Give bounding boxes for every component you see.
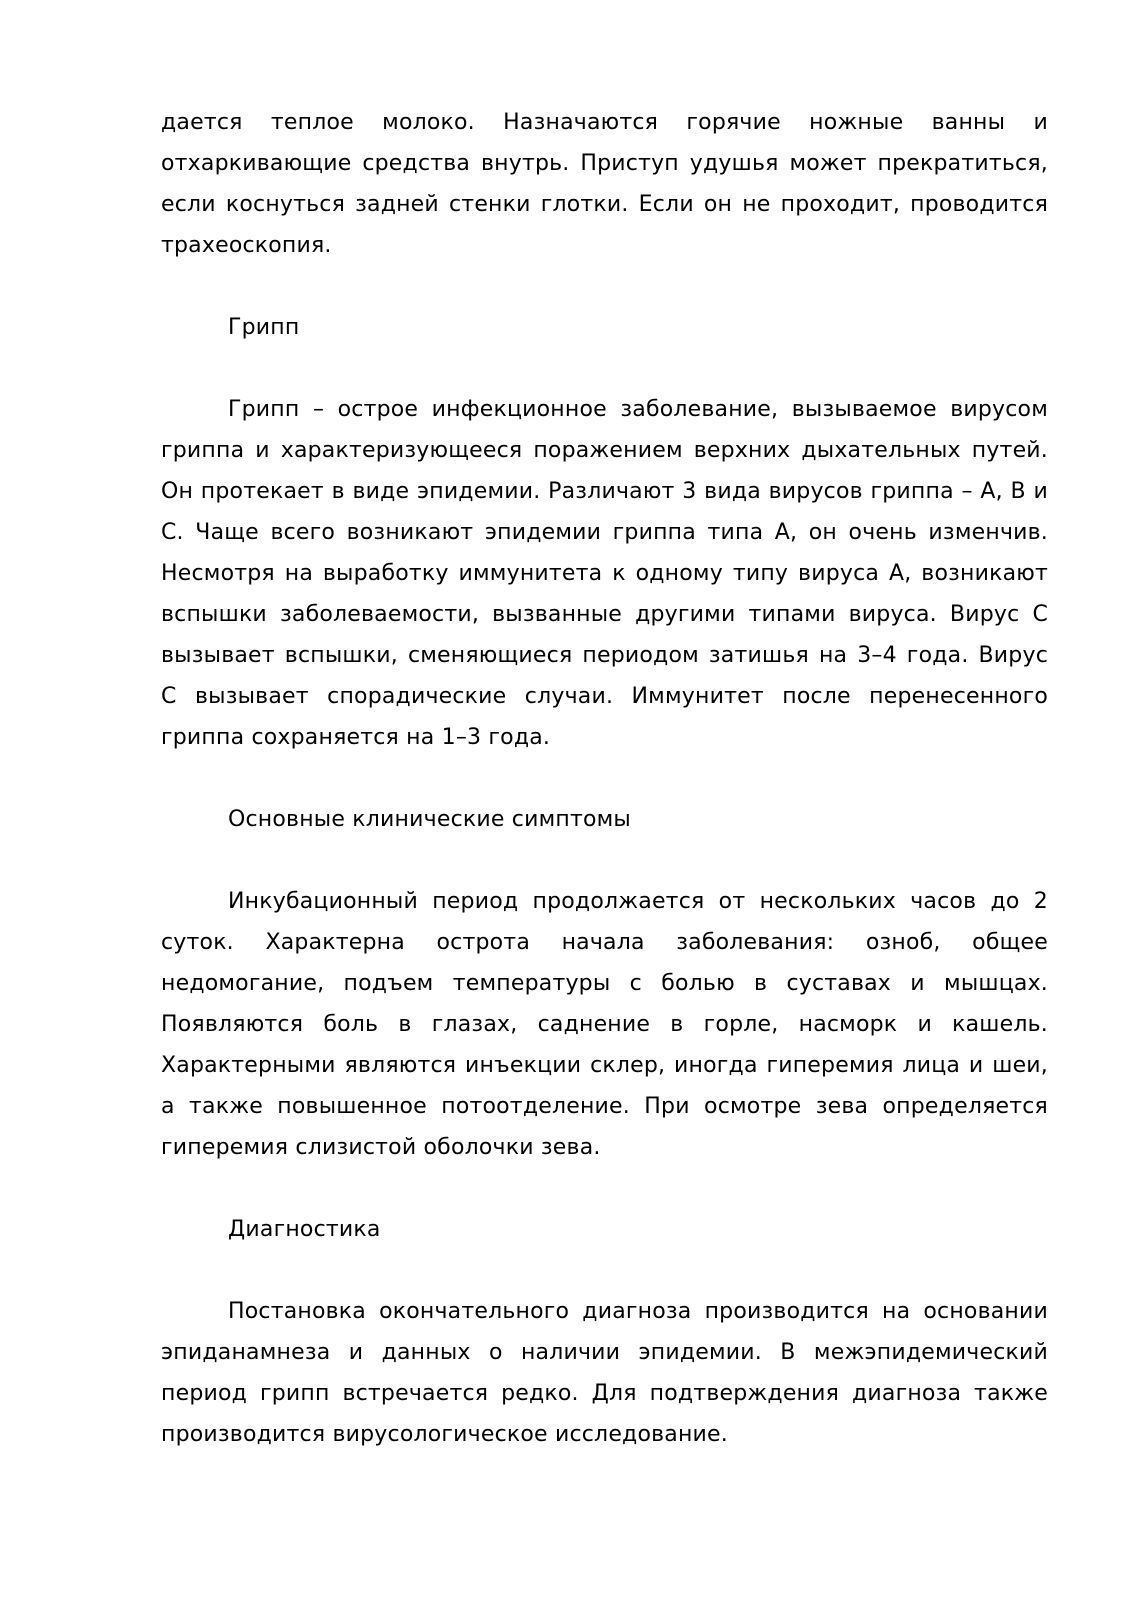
paragraph-symptoms: Инкубационный период продолжается от нескольких часов до 2 суток. Характерна острота начала заболевания: озноб, общее недомогание, подъем температуры с болью в суставах и мышцах. Появляются боль в глазах, саднение в горле, насморк и кашель. Характерными являются инъекции склер, иногда гиперемия лица и шеи, а также повышенное потоотделение. При осмотре зева определяется гиперемия слизистой оболочки зева. — [161, 889, 1048, 1160]
spacer — [161, 266, 1048, 307]
spacer — [161, 758, 1048, 799]
paragraph-diagnostics: Постановка окончательного диагноза производится на основании эпиданамнеза и данных о наличии эпидемии. В межэпидемический период грипп встречается редко. Для подтверждения диагноза также производится вирусологическое исследование. — [161, 1299, 1048, 1447]
spacer — [161, 840, 1048, 881]
spacer — [161, 1250, 1048, 1291]
document-body — [161, 102, 1048, 1455]
heading-flu: Грипп — [228, 315, 300, 340]
heading-diagnostics: Диагностика — [228, 1217, 381, 1242]
paragraph-flu: Грипп – острое инфекционное заболевание, вызываемое вирусом гриппа и характеризующееся поражением верхних дыхательных путей. Он протекает в виде эпидемии. Различают 3 вида вирусов гриппа – А, В и С. Чаще всего возникают эпидемии гриппа типа А, он очень изменчив. Несмотря на выработку иммунитета к одному типу вируса А, возникают вспышки заболеваемости, вызванные другими типами вируса. Вирус С вызывает вспышки, сменяющиеся периодом затишья на 3–4 года. Вирус С вызывает спорадические случаи. Иммунитет после перенесенного гриппа сохраняется на 1–3 года. — [161, 397, 1048, 750]
paragraph-continued: дается теплое молоко. Назначаются горячие ножные ванны и отхаркивающие средства внутрь. Приступ удушья может прекратиться, если коснуться задней стенки глотки. Если он не проходит, проводится трахеоскопия. — [161, 110, 1048, 258]
spacer — [161, 348, 1048, 389]
heading-symptoms: Основные клинические симптомы — [228, 807, 631, 832]
spacer — [161, 1168, 1048, 1209]
